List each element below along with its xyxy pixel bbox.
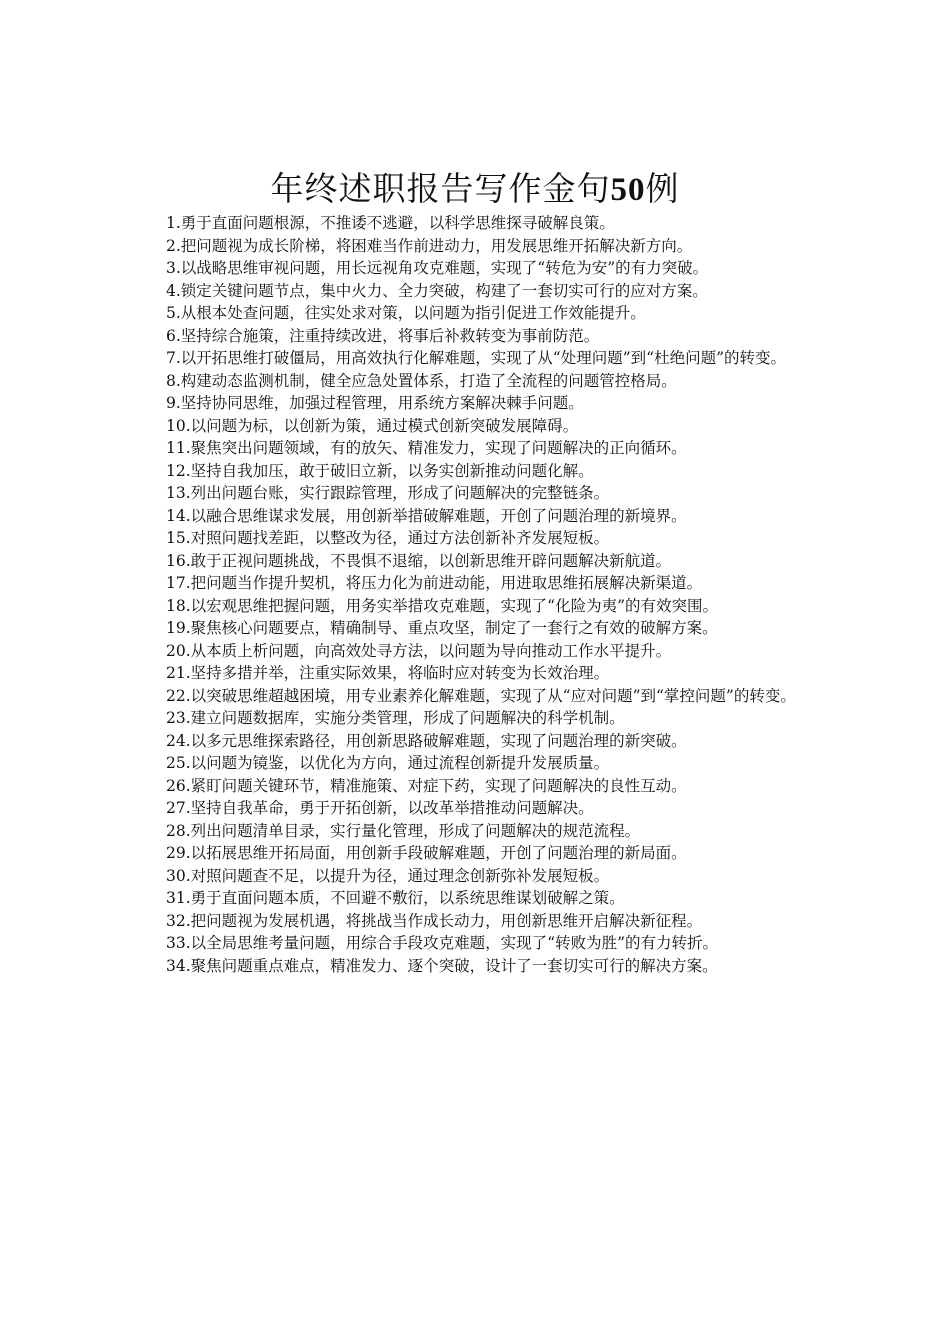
list-item: 23.建立问题数据库，实施分类管理，形成了问题解决的科学机制。 (166, 709, 625, 727)
list-item: 25.以问题为镜鉴，以优化为方向，通过流程创新提升发展质量。 (166, 754, 610, 772)
title-suffix: 例 (645, 169, 680, 208)
list-item: 12.坚持自我加压，敢于破旧立新，以务实创新推动问题化解。 (166, 461, 594, 480)
list-item: 5.从根本处查问题，往实处求对策，以问题为指引促进工作效能提升。 (166, 304, 646, 322)
list-item: 10.以问题为标，以创新为策，通过模式创新突破发展障碍。 (166, 416, 579, 435)
list-item: 24.以多元思维探索路径，用创新思路破解难题，实现了问题治理的新突破。 (166, 731, 687, 750)
list-item: 9.坚持协同思维，加强过程管理，用系统方案解决棘手问题。 (166, 394, 584, 412)
list-item: 34.聚焦问题重点难点，精准发力、逐个突破，设计了一套切实可行的解决方案。 (166, 956, 718, 975)
page-title (0, 165, 950, 214)
list-item: 18.以宏观思维把握问题，用务实举措攻克难题，实现了“化险为夷”的有效突围。 (166, 596, 719, 615)
list-item: 21.坚持多措并举，注重实际效果，将临时应对转变为长效治理。 (166, 664, 610, 682)
list-item: 26.紧盯问题关键环节，精准施策、对症下药，实现了问题解决的良性互动。 (166, 776, 687, 795)
list-item: 13.列出问题台账，实行跟踪管理，形成了问题解决的完整链条。 (166, 484, 610, 502)
list-item: 22.以突破思维超越困境，用专业素养化解难题，实现了从“应对问题”到“掌控问题”的转变。 (166, 686, 796, 705)
list-item: 28.列出问题清单目录，实行量化管理，形成了问题解决的规范流程。 (166, 821, 641, 840)
list-item: 2.把问题视为成长阶梯，将困难当作前进动力，用发展思维开拓解决新方向。 (166, 236, 693, 255)
document-body (128, 212, 833, 977)
title-number: 50 (610, 172, 646, 208)
list-item: 33.以全局思维考量问题，用综合手段攻克难题，实现了“转败为胜”的有力转折。 (166, 934, 719, 952)
list-item: 27.坚持自我革命，勇于开拓创新，以改革举措推动问题解决。 (166, 799, 594, 817)
list-item: 8.构建动态监测机制，健全应急处置体系，打造了全流程的问题管控格局。 (166, 371, 677, 390)
list-item: 11.聚焦突出问题领域，有的放矢、精准发力，实现了问题解决的正向循环。 (166, 439, 687, 457)
list-item: 14.以融合思维谋求发展，用创新举措破解难题，开创了问题治理的新境界。 (166, 506, 687, 525)
list-item: 29.以拓展思维开拓局面，用创新手段破解难题，开创了问题治理的新局面。 (166, 844, 687, 862)
list-item: 4.锁定关键问题节点，集中火力、全力突破，构建了一套切实可行的应对方案。 (166, 281, 708, 300)
list-item: 17.把问题当作提升契机，将压力化为前进动能，用进取思维拓展解决新渠道。 (166, 574, 703, 592)
list-item: 15.对照问题找差距，以整改为径，通过方法创新补齐发展短板。 (166, 529, 610, 547)
list-item: 30.对照问题查不足，以提升为径，通过理念创新弥补发展短板。 (166, 866, 610, 885)
list-item: 31.勇于直面问题本质，不回避不敷衍，以系统思维谋划破解之策。 (166, 889, 625, 907)
title-main: 年终述职报告写作金句 (270, 169, 611, 208)
list-item: 7.以开拓思维打破僵局，用高效执行化解难题，实现了从“处理问题”到“杜绝问题”的转变。 (166, 349, 786, 367)
list-item: 1.勇于直面问题根源，不推诿不逃避，以科学思维探寻破解良策。 (166, 214, 615, 232)
list-item: 6.坚持综合施策，注重持续改进，将事后补救转变为事前防范。 (166, 326, 600, 345)
list-item: 19.聚焦核心问题要点，精确制导、重点攻坚，制定了一套行之有效的破解方案。 (166, 619, 718, 637)
list-item: 3.以战略思维审视问题，用长远视角攻克难题，实现了“转危为安”的有力突破。 (166, 259, 709, 277)
list-item: 32.把问题视为发展机遇，将挑战当作成长动力，用创新思维开启解决新征程。 (166, 911, 703, 930)
list-item: 16.敢于正视问题挑战，不畏惧不退缩，以创新思维开辟问题解决新航道。 (166, 551, 672, 570)
list-item: 20.从本质上析问题，向高效处寻方法，以问题为导向推动工作水平提升。 (166, 641, 672, 660)
